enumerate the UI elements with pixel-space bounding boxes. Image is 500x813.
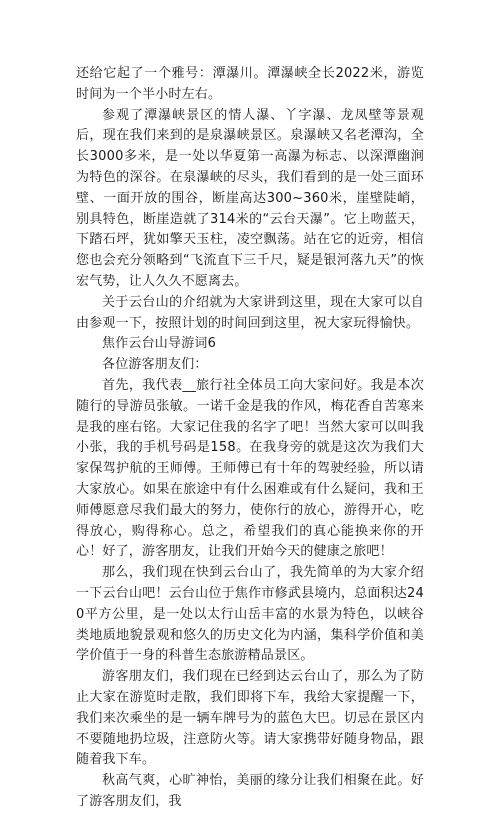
greeting: 各位游客朋友们：: [102, 357, 208, 373]
paragraph-self-introduction: 首先，我代表__旅行社全体员工向大家问好。我是本次随行的导游员张敏。一诺千金是我的作风，梅花香自苦寒来是我的座右铭。大家记住我的名字了吧！当然大家可以叫我小张，我的手机号码是158。在我身旁的就是这次为我们大家保驾护航的王师傅。王师傅已有十年的驾驶经验，所以请大家放心。如果在旅途中有什么困难或有什么疑问，我和王师傅愿意尽我们最大的努力，使你行的放心，游得开心，吃得放心，购得称心。总之，希望我们的真心能换来你的开心！好了，游客朋友，让我们开始今天的健康之旅吧！: [76, 377, 424, 560]
document-page: [76, 64, 424, 813]
paragraph-closing-remarks: 关于云台山的介绍就为大家讲到这里，现在大家可以自由参观一下，按照计划的时间回到这里，祝大家玩得愉快。: [76, 294, 424, 331]
paragraph-yuntai-overview: 那么，我们现在快到云台山了，我先简单的为大家介绍一下云台山吧！云台山位于焦作市修武县境内，总面积达240平方公里，是一处以太行山岳丰富的水景为特色，以峡谷类地质地貌景观和悠久的历史文化为内涵，集科学价值和美学价值于一身的科普生态旅游精品景区。: [76, 565, 424, 664]
paragraph-autumn-intro: 秋高气爽，心旷神怡，美丽的缘分让我们相聚在此。好了游客朋友们，我: [76, 773, 424, 809]
section-heading: 焦作云台山导游词6: [102, 336, 217, 352]
paragraph-quanpu-gorge: 参观了潭瀑峡景区的情人瀑、丫字瀑、龙凤壁等景观后，现在我们来到的是泉瀑峡景区。泉瀑峡又名老潭沟，全长3000多米，是一处以华夏第一高瀑为标志、以深潭幽涧为特色的深谷。在泉瀑峡的尽头，我们看到的是一处三面环壁、一面开放的围谷，断崖高达300~360米，崖壁陡峭，别具特色，断崖造就了314米的“云台天瀑”。它上吻蓝天，下踏石坪，犹如擎天玉柱，凌空飘荡。站在它的近旁，相信您也会充分领略到“飞流直下三千尺，疑是银河落九天”的恢宏气势，让人久久不愿离去。: [76, 107, 424, 289]
paragraph-continuation: 还给它起了一个雅号：潭瀑川。潭瀑峡全长2022米，游览时间为一个半小时左右。: [76, 66, 424, 102]
paragraph-arrival-notice: 游客朋友们，我们现在已经到达云台山了，那么为了防止大家在游览时走散，我们即将下车，我给大家提醒一下，我们来次乘坐的是一辆车牌号为的蓝色大巴。切忌在景区内不要随地扔垃圾，注意防火等。请大家携带好随身物品，跟随着我下车。: [76, 669, 424, 768]
